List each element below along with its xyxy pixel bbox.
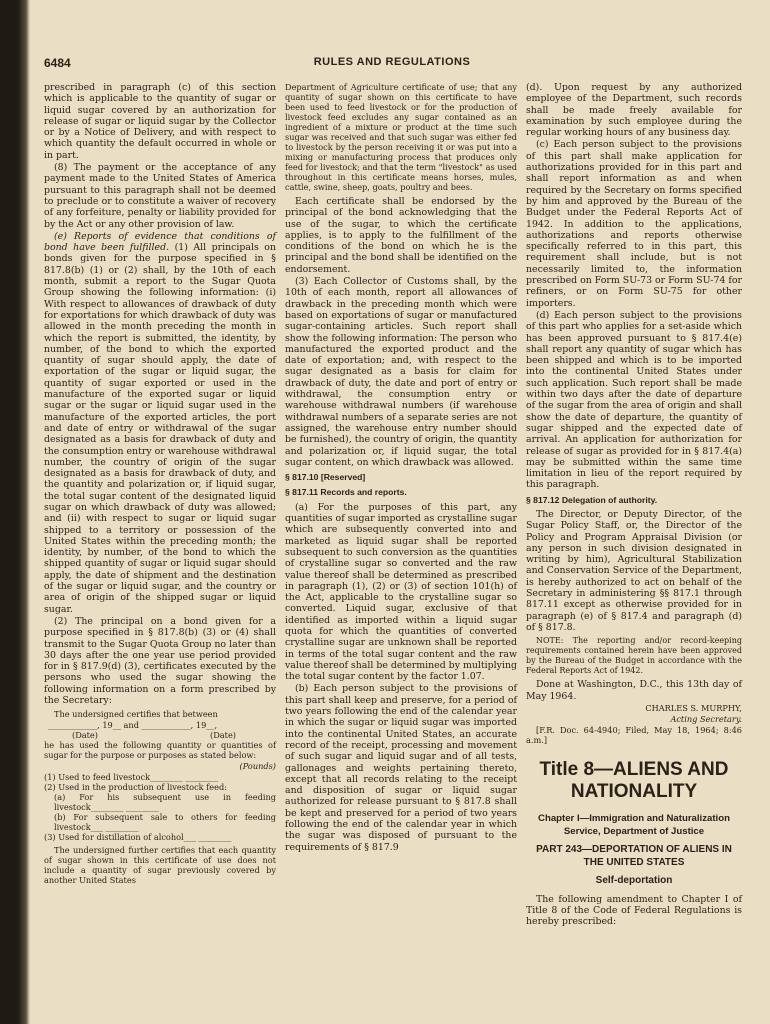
signer-name: CHARLES S. MURPHY, [645,703,742,714]
section-heading: § 817.10 [Reserved] [285,472,366,483]
section-heading: § 817.12 Delegation of authority. [526,494,658,505]
certificate-text: he has used the following quantity or quantities of sugar for the purpose or purposes as stated below: [44,740,276,761]
paragraph: (a) For the purposes of this part, any quantities of sugar imported as crystalline sugar which are subsequently converted into and marketed as liquid sugar shall be reported subsequent to such conversion as the quantities of crystalline sugar so converted and the raw value thereof shall be determined as prescribed in paragraph (1), (2) or (3) of section 101(h) of the Act, applicable to the crystalline sugar so converted. Liquid sugar, exclusive of that identified as imported within a liquid sugar quota for which the quantities of converted crystalline sugar are unknown shall be reported in terms of the total sugar content and the raw value thereof shall be determined by multiplying the total sugar content by the factor 1.07. [285,501,517,683]
page-header [44,56,740,72]
note: NOTE: The reporting and/or record-keeping requirements contained herein have been approved by the Bureau of the Budget in accordance with the Federal Reports Act of 1942. [526,636,742,675]
paragraph: Done at Washington, D.C., this 13th day of May 1964. [526,679,742,702]
paragraph: (3) Each Collector of Customs shall, by the 10th of each month, report all allowances of drawback in the preceding month which were based on exportations of sugar or manufactured sugar-containing articles. Such report shall show the following information: The person who manufactured the exported product and the date of exportation; and, with respect to the sugar designated as a basis for claim for drawback of duty, the date and port of entry or withdrawal, the consumption entry or warehouse withdrawal numbers (if warehouse withdrawal numbers of a separate series are not assigned, the warehouse entry number should be furnished), the country of origin, the quantity and polarization or, if liquid sugar, the total sugar content, on which drawback was allowed. [285,276,517,468]
date-label: (Date) [72,730,98,741]
paragraph-heading: (e) Reports of evidence that conditions of bond have been fulfilled. [44,230,276,254]
paragraph: The following amendment to Chapter I of Title 8 of the Code of Federal Regulations is hereby prescribed: [526,893,742,928]
column-2 [285,82,517,854]
form-item: (2) Used in the production of livestock feed: [44,782,227,793]
paragraph: (d). Upon request by any authorized employee of the Department, such records shall be made freely available for examination by such employee during the regular working hours of any business day. [526,82,742,139]
chapter-heading: Chapter I—Immigration and Naturalization Service, Department of Justice [538,813,730,837]
paragraph: (b) Each person subject to the provisions of this part shall keep and preserve, for a period of two years following the end of the calendar year in which the sugar or liquid sugar was imported into the continental United States, an accurate record of the receipt, processing and movement of such sugar and liquid sugar and of all tests, gallonages and weights pertaining thereto, except that all records relating to the receipt and disposition of sugar or liquid sugar authorized for release pursuant to § 817.8 shall be kept and preserved for a period of two years following the end of the calendar year in which the sugar was disposed of pursuant to the requirements of § 817.9 [285,683,517,853]
paragraph [44,231,276,615]
date-labels [44,730,276,740]
paragraph-text: (1) All principals on bonds given for the purpose specified in § 817.8(b) (1) or (2) shall, by the 10th of each month, submit a report to the Sugar Quota Group showing the following information: (i) With respect to allowances of drawback of duty for exportations for which drawback of duty was allowed in the month preceding the month in which the report is submitted, the identity, by number, of the bond to which the exported quantity of sugar should apply, the date of exportation of the sugar or liquid sugar, the quantity of sugar exported or used in the manufacture of the exported sugar or liquid sugar or the sugar or liquid sugar used in the manufacture of the exported articles, the port and date of entry or withdrawal of the sugar designated as a basis for drawback of duty and the consumption entry or warehouse withdrawal number, the country of origin of the sugar designated as a basis for drawback of duty, and the quantity and polarization or, if liquid sugar, the total sugar content of the designated liquid sugar on which drawback of duty was allowed; and (ii) with respect to sugar or liquid sugar shipped to a territory or possession of the United States within the preceding month; the identity, by number, of the bond to which the shipped quantity of sugar or liquid sugar should apply, the date of shipment and the destination of the sugar or liquid sugar, and the country or area of origin of the shipped sugar or liquid sugar. [44,242,276,615]
page-number: 6484 [44,56,71,70]
form-item: (3) Used for distillation of alcohol___ ________ [44,832,232,843]
certificate-date-line: ____________, 19__ and ____________, 19__, [48,720,218,731]
paragraph: prescribed in paragraph (c) of this section which is applicable to the quantity of sugar or liquid sugar covered by an authorization for release of sugar or liquid sugar by the Collector or by a Notice of Delivery, and with respect to which quantity the default occurred in whole or in part. [44,82,276,161]
certificate-text: The undersigned further certifies that each quantity of sugar shown in this certificate of use does not include a quantity of sugar previously covered by another United States [44,845,276,886]
column-1 [44,82,276,886]
section-heading: § 817.11 Records and reports. [285,487,407,498]
title-heading: Title 8—ALIENS AND NATIONALITY [539,759,729,803]
certificate-text: The undersigned certifies that between [54,709,218,720]
running-title: RULES AND REGULATIONS [313,56,471,68]
paragraph: (8) The payment or the acceptance of any payment made to the United States of America pursuant to this paragraph shall not be deemed to preclude or to constitute a waiver of recovery of any forfeiture, penalty or liability provided for by the Act or any other provision of law. [44,162,276,230]
subject-heading: Self-deportation [595,875,673,887]
certificate-text: Department of Agriculture certificate of use; that any quantity of sugar shown on this certificate to have been used to feed livestock or for the production of livestock feed excludes any sugar contained as an ingredient of a mixture or product at the time such sugar was received and that such sugar was either fed to livestock by the person receiving it or was put into a mixing or manufacturing process that produces only feed for livestock; and that the term "livestock" as used throughout in this certificate means horses, mules, cattle, swine, sheep, goats, poultry and bees. [285,82,517,192]
signer-title: Acting Secretary. [670,714,742,725]
paragraph: The Director, or Deputy Director, of the Sugar Policy Staff, or, the Director of the Policy and Program Appraisal Division (or any person in such division designated in writing by him), Agricultural Stabilization and Conservation Service of the Department, is hereby authorized to act on behalf of the Secretary in administering §§ 817.1 through 817.11 except as otherwise provided for in paragraph (e) of § 817.4 and paragraph (d) of § 817.8. [526,508,742,633]
part-heading: PART 243—DEPORTATION OF ALIENS IN THE UNITED STATES [536,844,732,868]
form-item: (1) Used to feed livestock________ ________ [44,772,219,783]
paragraph: (d) Each person subject to the provisions of this part who applies for a set-aside which has been approved pursuant to § 817.4(e) shall report any quantity of sugar which has been shipped and which is to be imported into the continental United States under such application. Such report shall be made within two days after the date of departure of the sugar from the area of origin and shall show the date of departure, the quantity of sugar shipped and the expected date of arrival. An application for authorization for release of sugar as provided for in § 817.4(a) may be submitted within the same time limitation in lieu of the report required by this paragraph. [526,309,742,491]
form-item: (a) For his subsequent use in feeding livestock________ ________ [54,792,276,813]
date-label: (Date) [210,730,236,741]
scan-border [0,0,30,1024]
paragraph: (2) The principal on a bond given for a purpose specified in § 817.8(b) (3) or (4) shall transmit to the Sugar Quota Group no later than 30 days after the one year use period provided for in § 817.9(d) (3), certificates executed by the persons who used the sugar showing the following information on a form prescribed by the Secretary: [44,615,276,707]
column-3 [526,82,742,928]
paragraph: (c) Each person subject to the provisions of this part shall make application for authorizations provided for in this part and shall report information as and when required by the Secretary on forms specified by him and approved by the Bureau of the Budget under the Federal Reports Act of 1942. In addition to the applications, authorizations and reports otherwise specifically referred to in this part, this requirement shall include, but is not necessarily limited to, the information prescribed on Form SU-73 or Form SU-74 for refiners, or on Form SU-75 for other importers. [526,139,742,309]
form-item: (b) For subsequent sale to others for feeding livestock___ ________ [54,812,276,833]
pounds-label: (Pounds) [239,761,276,772]
fr-doc: [F.R. Doc. 64-4940; Filed, May 18, 1964; 8:46 a.m.] [526,725,742,746]
paragraph: Each certificate shall be endorsed by the principal of the bond acknowledging that the use of the sugar, to which the certificate applies, is to apply to the fulfillment of the conditions of the bond on which he is the principal and the bond shall be identified on the endorsement. [285,196,517,275]
